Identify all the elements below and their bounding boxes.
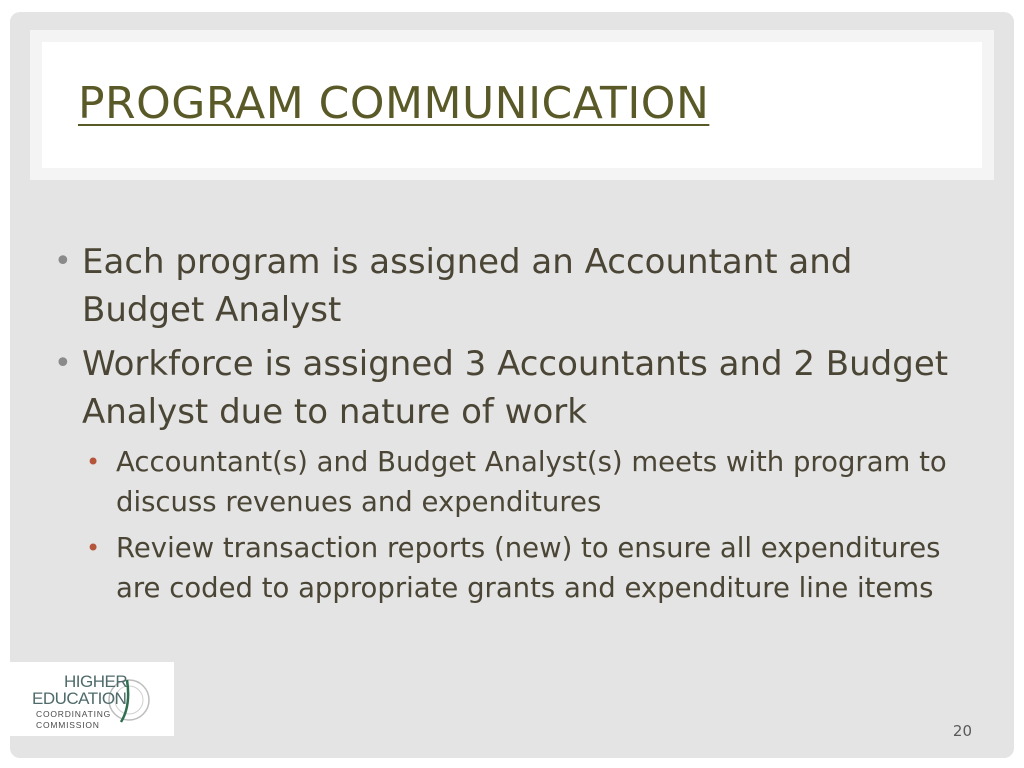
sub-bullet-item [52, 442, 952, 522]
sub-bullet-item [52, 528, 952, 608]
slide-title: PROGRAM COMMUNICATION [78, 78, 710, 129]
slide [10, 12, 1014, 758]
logo-text-higher: HIGHER [64, 672, 128, 691]
sub-bullet-icon: • [86, 448, 101, 476]
bullet-icon: • [54, 244, 72, 279]
bullet-text: Each program is assigned an Accountant and Budget Analyst [82, 242, 853, 330]
sub-bullet-icon: • [86, 534, 101, 562]
sub-bullet-text: Review transaction reports (new) to ensure all expenditures are coded to appropriate grants and expenditure line items [116, 532, 941, 604]
page-number: 20 [952, 722, 972, 740]
logo-text-commission: COMMISSION [36, 720, 100, 730]
commission-logo [6, 662, 174, 736]
logo-text-education: EDUCATION [32, 689, 127, 708]
bullet-icon: • [54, 346, 72, 381]
bullet-list [52, 238, 952, 614]
logo-text-coordinating: COORDINATING [36, 709, 112, 719]
bullet-item [52, 340, 952, 436]
sub-bullet-text: Accountant(s) and Budget Analyst(s) meets with program to discuss revenues and expenditures [116, 446, 947, 518]
title-band [30, 30, 994, 180]
bullet-text: Workforce is assigned 3 Accountants and 2 Budget Analyst due to nature of work [82, 344, 949, 432]
title-box [42, 42, 982, 168]
bullet-item [52, 238, 952, 334]
